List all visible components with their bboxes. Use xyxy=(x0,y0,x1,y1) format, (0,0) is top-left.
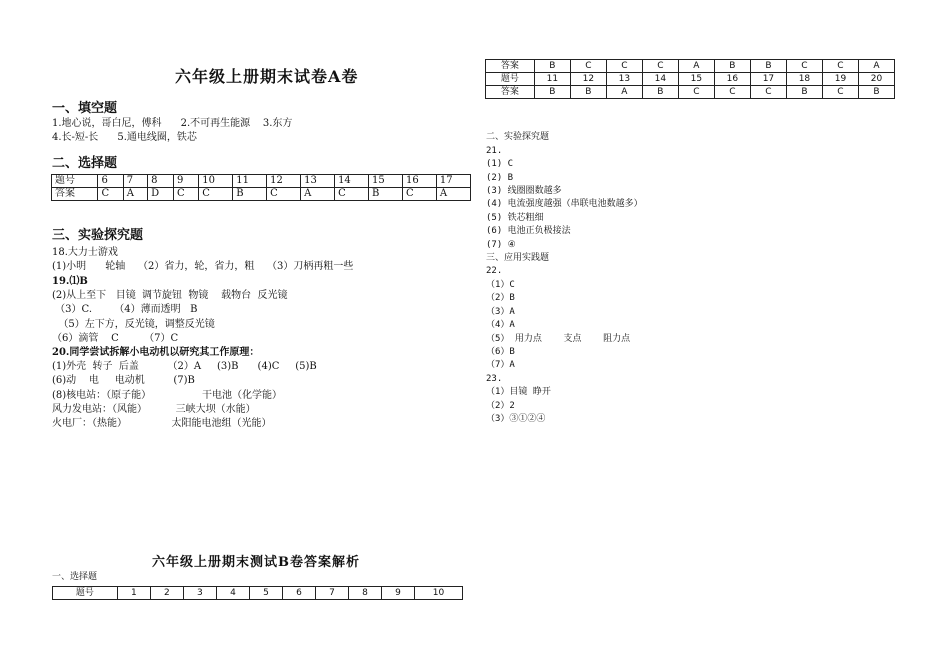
answer-line: （4）A xyxy=(486,320,515,331)
answer-line: 22. xyxy=(486,266,503,277)
table-cell: C xyxy=(402,188,436,201)
answer-line: 火电厂：（热能） 太阳能电池组（光能） xyxy=(52,418,272,429)
answer-line: (1)小明 轮轴 （2）省力，轮，省力，粗 （3）刀柄再粗一些 xyxy=(52,261,354,272)
table-cell: B xyxy=(786,86,822,99)
answer-line: 18.大力士游戏 xyxy=(52,247,118,258)
table-cell: 题号 xyxy=(53,587,118,600)
table-cell: 答案 xyxy=(52,188,98,201)
answer-line: 19.⑴B xyxy=(52,276,88,287)
table-cell: 7 xyxy=(315,587,348,600)
table-cell: C xyxy=(822,86,858,99)
table-cell: 13 xyxy=(606,73,642,86)
right-answers xyxy=(486,118,643,440)
table-cell: 答案 xyxy=(486,86,535,99)
answer-line: (2)从上至下 目镜 调节旋钮 物镜 载物台 反光镜 xyxy=(52,290,288,301)
table-cell: A xyxy=(606,86,642,99)
table-cell: C xyxy=(822,60,858,73)
answer-line: （3）③①②④ xyxy=(486,413,546,424)
table-cell: 16 xyxy=(402,175,436,188)
answer-table-b xyxy=(52,586,463,600)
table-cell: 4 xyxy=(216,587,249,600)
page-title-a: 六年级上册期末试卷A卷 xyxy=(175,67,359,86)
table-cell: 题号 xyxy=(486,73,535,86)
table-cell: C xyxy=(570,60,606,73)
table-cell: 13 xyxy=(301,175,335,188)
table-cell: 14 xyxy=(335,175,369,188)
answer-line: (6)动 电 电动机 (7)B xyxy=(52,375,195,386)
answer-table-a xyxy=(51,174,471,201)
answer-line: 风力发电站：（风能） 三峡大坝（水能） xyxy=(52,404,256,415)
answer-line: （2）2 xyxy=(486,400,515,411)
answer-line: (1) C xyxy=(486,159,514,170)
answer-line: 4.长-短-长 5.通电线圈，铁芯 xyxy=(52,132,197,143)
table-row xyxy=(52,188,471,201)
answer-line: (1)外壳 转子 后盖 （2）A (3)B (4)C (5)B xyxy=(52,361,317,372)
table-cell: 14 xyxy=(642,73,678,86)
table-row xyxy=(486,86,895,99)
table-cell: 8 xyxy=(148,175,174,188)
table-cell: C xyxy=(678,86,714,99)
table-row xyxy=(53,587,463,600)
table-cell: 10 xyxy=(415,587,463,600)
table-cell: C xyxy=(642,60,678,73)
table-cell: 答案 xyxy=(486,60,535,73)
table-cell: 12 xyxy=(267,175,301,188)
table-cell: A xyxy=(678,60,714,73)
table-cell: C xyxy=(750,86,786,99)
table-cell: B xyxy=(534,60,570,73)
table-cell: 5 xyxy=(249,587,282,600)
answer-line: （5）左下方，反光镜，调整反光镜 xyxy=(52,319,215,330)
table-cell: 1 xyxy=(117,587,150,600)
section-heading-fill-blank: 一、填空题 xyxy=(52,101,118,116)
answer-line: (8)核电站：（原子能） 干电池（化学能） xyxy=(52,390,283,401)
table-cell: B xyxy=(233,188,267,201)
section-heading-choice: 二、选择题 xyxy=(52,156,118,171)
answer-line: 1.地心说，哥白尼，傅科 2.不可再生能源 3.东方 xyxy=(52,118,293,129)
answer-line: （1）目镜 睁开 xyxy=(486,387,551,398)
answer-line: （5） 用力点 支点 阻力点 xyxy=(486,333,631,344)
table-row xyxy=(486,73,895,86)
answer-line: (5) 铁芯粗细 xyxy=(486,212,544,223)
table-cell: B xyxy=(714,60,750,73)
table-cell: 6 xyxy=(98,175,123,188)
table-cell: 题号 xyxy=(52,175,98,188)
answer-line: (4) 电流强度越强（串联电池数越多） xyxy=(486,199,643,210)
table-cell: 11 xyxy=(534,73,570,86)
answer-line: (6) 电池正负极接法 xyxy=(486,226,571,237)
table-cell: D xyxy=(148,188,174,201)
table-cell: C xyxy=(335,188,369,201)
answer-line: 20.同学尝试拆解小电动机以研究其工作原理： xyxy=(52,347,260,358)
table-cell: A xyxy=(301,188,335,201)
table-cell: 2 xyxy=(150,587,183,600)
table-row xyxy=(52,175,471,188)
table-cell: 6 xyxy=(282,587,315,600)
table-cell: 15 xyxy=(678,73,714,86)
table-cell: 17 xyxy=(750,73,786,86)
answer-line: 21. xyxy=(486,145,503,156)
table-cell: A xyxy=(436,188,470,201)
answer-line: （2）B xyxy=(486,293,515,304)
table-cell: C xyxy=(267,188,301,201)
table-row xyxy=(486,60,895,73)
answer-line: 二、实验探究题 xyxy=(486,132,550,143)
table-cell: 17 xyxy=(436,175,470,188)
table-cell: 3 xyxy=(183,587,216,600)
table-cell: C xyxy=(786,60,822,73)
table-cell: 9 xyxy=(382,587,415,600)
answer-line: （6）B xyxy=(486,346,515,357)
page-title-b: 六年级上册期末测试B卷答案解析 xyxy=(152,555,360,570)
answer-line: （6）滴管 C （7）C xyxy=(52,333,179,344)
table-cell: C xyxy=(606,60,642,73)
table-cell: C xyxy=(199,188,233,201)
table-cell: 12 xyxy=(570,73,606,86)
section-heading-b-choice: 一、选择题 xyxy=(52,572,98,582)
table-cell: 7 xyxy=(123,175,147,188)
table-cell: B xyxy=(534,86,570,99)
table-cell: 16 xyxy=(714,73,750,86)
table-cell: 15 xyxy=(369,175,403,188)
table-cell: 20 xyxy=(858,73,894,86)
table-cell: B xyxy=(750,60,786,73)
table-cell: B xyxy=(570,86,606,99)
table-cell: 9 xyxy=(174,175,199,188)
answer-line: （3）C. （4）薄而透明 B xyxy=(52,304,198,315)
table-cell: 11 xyxy=(233,175,267,188)
answer-table-right xyxy=(485,59,895,99)
table-cell: B xyxy=(858,86,894,99)
table-cell: 19 xyxy=(822,73,858,86)
answer-line: (2) B xyxy=(486,172,514,183)
answer-line: （7）A xyxy=(486,360,515,371)
table-cell: C xyxy=(98,188,123,201)
table-cell: B xyxy=(642,86,678,99)
table-cell: A xyxy=(858,60,894,73)
answer-line: 三、应用实践题 xyxy=(486,253,550,264)
answer-line: （3）A xyxy=(486,306,515,317)
table-cell: B xyxy=(369,188,403,201)
answer-line: 23. xyxy=(486,373,503,384)
table-cell: 8 xyxy=(348,587,381,600)
table-cell: 10 xyxy=(199,175,233,188)
answer-line: (3) 线圈圈数越多 xyxy=(486,186,562,197)
answer-line: （1）C xyxy=(486,279,515,290)
table-cell: 18 xyxy=(786,73,822,86)
table-cell: C xyxy=(174,188,199,201)
table-cell: C xyxy=(714,86,750,99)
answer-line: (7) ④ xyxy=(486,239,516,250)
table-cell: A xyxy=(123,188,147,201)
section-heading-experiment: 三、实验探究题 xyxy=(52,228,144,243)
